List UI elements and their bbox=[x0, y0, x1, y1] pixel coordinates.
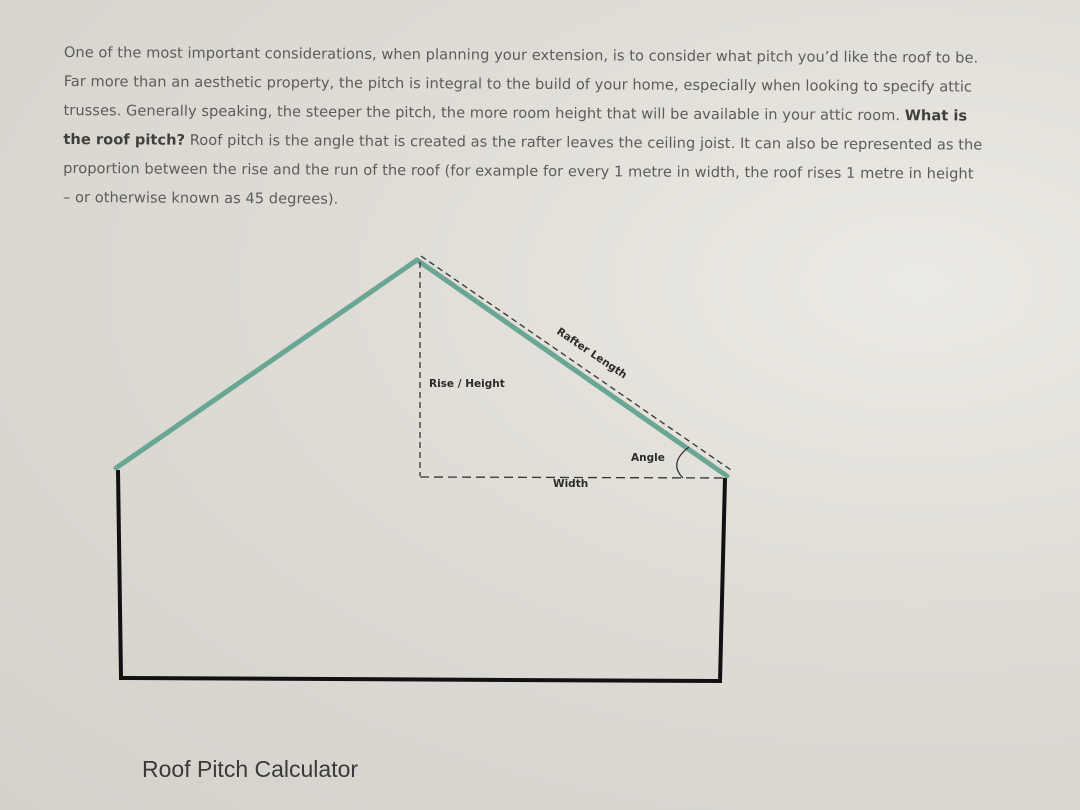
rafter-length-line bbox=[421, 256, 731, 470]
house-walls bbox=[118, 470, 725, 681]
rise-height-label: Rise / Height bbox=[429, 378, 505, 390]
roof-pitch-question: What is the roof pitch? bbox=[63, 107, 968, 149]
angle-arc bbox=[677, 447, 689, 478]
rafter-length-label: Rafter Length bbox=[554, 325, 630, 382]
roof-outline bbox=[116, 260, 727, 476]
width-label: Width bbox=[553, 478, 589, 490]
intro-text-end: Roof pitch is the angle that is created as the rafter leaves the ceiling joist. It can also be represented as the proportion between the rise and the run of the roof (for example for every 1 metre in width, the roof rises 1 metre in height – or otherwise known as 45 degrees). bbox=[62, 131, 983, 208]
intro-text-start: One of the most important considerations, when planning your extension, is to consider what pitch you’d like the roof to be. Far more than an aesthetic property, the pitch is integral to the build of your home, especially when looking to specify attic trusses. Generally speaking, the steeper the pitch, the more room height that will be available in your attic room. bbox=[63, 43, 979, 125]
angle-label: Angle bbox=[631, 452, 665, 464]
calculator-title: Roof Pitch Calculator bbox=[142, 756, 359, 782]
